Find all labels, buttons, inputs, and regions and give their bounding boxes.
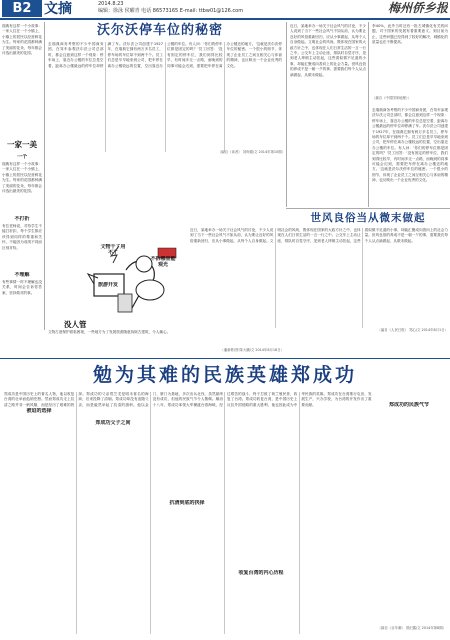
article3-rule — [0, 358, 450, 359]
article2-source: （编自《人民日报》 郑心/文 2014年8月1日） — [377, 328, 448, 332]
right-column-a: 近日，某地举办一场关于社会风气的讨论，不少人说到了当下一些社会风气不如从前，认为要让良好的风俗重新回归，应从小事做起，从每个人自身做起。文明社会的风尚，既体现在国家的大政方针之中，也体现在人们日常生活的一言一行之中。公交车上主动让座，排队时自觉守序，见到老人摔倒主动扶起，这些看似微不足道的小事，却能汇聚成向善向上的社会力量。世风良俗的养成不是一朝一夕的事，需要我们每个人从点滴做起，从微末做起。 — [290, 24, 366, 77]
page-number: B2 — [2, 0, 42, 17]
cartoon-sign1: 文物干了用不了 — [100, 244, 126, 256]
cartoon-sign2: 不拆哪里能观光 — [150, 256, 176, 268]
article3-title: 勉为其难的民族英雄郑成功 — [92, 364, 357, 386]
left-body3: 有些事情一时不理解也没关系，时间会告诉你答案，坚持做对的事。 — [2, 280, 42, 295]
article2-body: 近日，某地举办一场关于社会风气的讨论，不少人说到了当下一些社会风气不如从前，认为要让良好的风俗重新回归，应从小事做起，从每个人自身做起。文明社会的风尚，既体现在国家的大政方针之中，也体现在人们日常生活的一言一行之中。公交车上主动让座，排队时自觉守序，见到老人摔倒主动扶起，这些看似微不足道的小事，却能汇聚成向善向上的社会力量。世风良俗的养成不是一朝一夕的事，需要我们每个人从点滴做起，从微末做起。 — [190, 228, 448, 243]
editor-line: 编辑：徐泳 侯曜青 电话 86573165 E-mail: ttbw01@126.com — [98, 8, 244, 14]
side-right-body-2: 去瑞典商务考察的不少中国商务团，在驾车参观沃尔沃公司总部时，都会注意到这样一个现象：停车场上，靠近办公楼的车位总是空着，距离办公楼最远的停车位却停满了车。沃尔沃公司创建于1927年，在瑞典它拥有两万多名员工，停车场的车位却不到两千个。员工们总是早早地来到公司，把车停在离办公楼较远的位置，空出靠近办公楼的车位。有人问：'你们的停车位都是固定的吗？'员工回答：'没有固定的停车位，我们到得比较早，有时间多走一点路，而晚到的同事可能会迟到，需要把车停在离办公楼近的地方。'这就是沃尔沃停车位的秘密。一个很小的细节，体现了企业员工之间互相关心与体谅的精神，也反映出一个企业优秀的文化。 — [372, 108, 448, 183]
article1-source: （编自《读者》 刘尚德/文 2014年第10期） — [217, 150, 285, 154]
left-body2: 有位老师说，对待学生不能打折扣，每个学生都应该得到同样的尊重和关怀，不能因为成绩不同而区别对待。 — [2, 224, 42, 250]
article2-title: 世风良俗当从微末做起 — [310, 212, 426, 224]
section-title: 文摘 — [44, 1, 72, 17]
cartoon-caption-title: 没人管 — [64, 320, 87, 329]
cartoon-label: 主张？ — [164, 238, 178, 243]
article3-source: （摘自《百年潮》 曾纪鑫/文 2014年第8期） — [377, 626, 446, 630]
article3-sub-a: 被迫的选择 — [4, 408, 74, 415]
left-sub1: 一个 — [16, 154, 27, 160]
left-body1: 瑞典有这样一个小故事：一家人住在一个小镇上，小镇上的居民以经营鲜花为生。每家的花园都种满了美丽的花朵，每年都会评选出最美的花园。 — [2, 162, 42, 194]
side-right-note: （摘自《中国国家地理》） — [372, 96, 411, 100]
right-divider-2 — [368, 22, 369, 207]
column-divider — [44, 22, 45, 330]
header-meta — [98, 1, 348, 15]
article1-body: 去瑞典商务考察的不少中国商务团，在驾车参观沃尔沃公司总部时，都会注意到这样一个现象：停车场上，靠近办公楼的车位总是空着，距离办公楼最远的停车位却停满了车。沃尔沃公司创建于1927年，在瑞典它拥有两万多名员工，停车场的车位却不到两千个。员工们总是早早地来到公司，把车停在离办公楼较远的位置，空出靠近办公楼的车位。有人问：'你们的停车位都是固定的吗？'员工回答：'没有固定的停车位，我们到得比较早，有时间多走一点路，而晚到的同事可能会迟到，需要把车停在离办公楼近的地方。'这就是沃尔沃停车位的秘密。一个很小的细节，体现了企业员工之间互相关心与体谅的精神，也反映出一个企业优秀的文化。 — [48, 42, 282, 68]
article3-sub-d: 收复台湾的内心历程 — [226, 570, 296, 577]
right-divider — [286, 22, 287, 207]
article2-rule — [286, 208, 450, 209]
article3-sub-e: 郑成功的民族气节 — [374, 402, 444, 409]
newspaper-brand: 梅州侨乡报 — [387, 1, 448, 15]
date-line: 2014.8.23 — [98, 1, 124, 7]
left-column-top: 瑞典有这样一个小故事：一家人住在一个小镇上，小镇上的居民以经营鲜花为生。每家的花园都种满了美丽的花朵，每年都会评选出最美的花园。 — [2, 24, 42, 56]
left-sub3: 不理解 — [14, 272, 30, 278]
left-sub2: 不打折 — [14, 216, 30, 222]
article3-body: 郑成功是中国历史上的著名人物，他以收复台湾的壮举而彪炳史册。然而郑成功走上抗清之路并非一帆风顺，而是经历了艰难的抉择。郑成功的父亲郑芝龙是明末著名的海商，后来投降了清朝。郑成功却没有追随父亲，而是毅然举起了抗清的旗帜。他以金门、厦门为基地，多次出兵北伐，虽然最终没有成功，但他的民族气节令人敬佩。顺治十八年，郑成功率领大军横渡台湾海峡，经过艰苦的战斗，终于打败了荷兰殖民者，收复了台湾。郑成功收复台湾，是中国历史上反抗外国侵略的重大胜利，他也因此成为中华民族的英雄。郑成功在台湾推行屯田，发展生产，兴办学校，为台湾的开发作出了重要贡献。 — [4, 392, 372, 407]
side-right-body: 李40%，此外当时还有一批左城镇化有关的问题，对于国家的发展有着重要意义。到目前为止，这些问题已经得到了较好的解决，城镇化的质量也在不断提高。 — [372, 24, 448, 45]
cartoon-caption: 文物古迹保护面临困境，一些地方为了发展旅游随意拆除古建筑，令人痛心。 — [48, 330, 171, 334]
article1-title: 沃尔沃停车位的秘密 — [96, 23, 223, 38]
cartoon-credit: （潘新彬/图 陈大鹏/文 2014年8月18日） — [220, 348, 284, 352]
article3-sub-b: 郑成功父子之间 — [78, 420, 148, 427]
cartoon-sign3: 旅游开发 — [97, 282, 118, 288]
left-column-title: 一家一美 — [7, 140, 37, 149]
header-rule — [0, 18, 450, 20]
article3-sub-c: 抗清到底的抉择 — [152, 500, 222, 507]
